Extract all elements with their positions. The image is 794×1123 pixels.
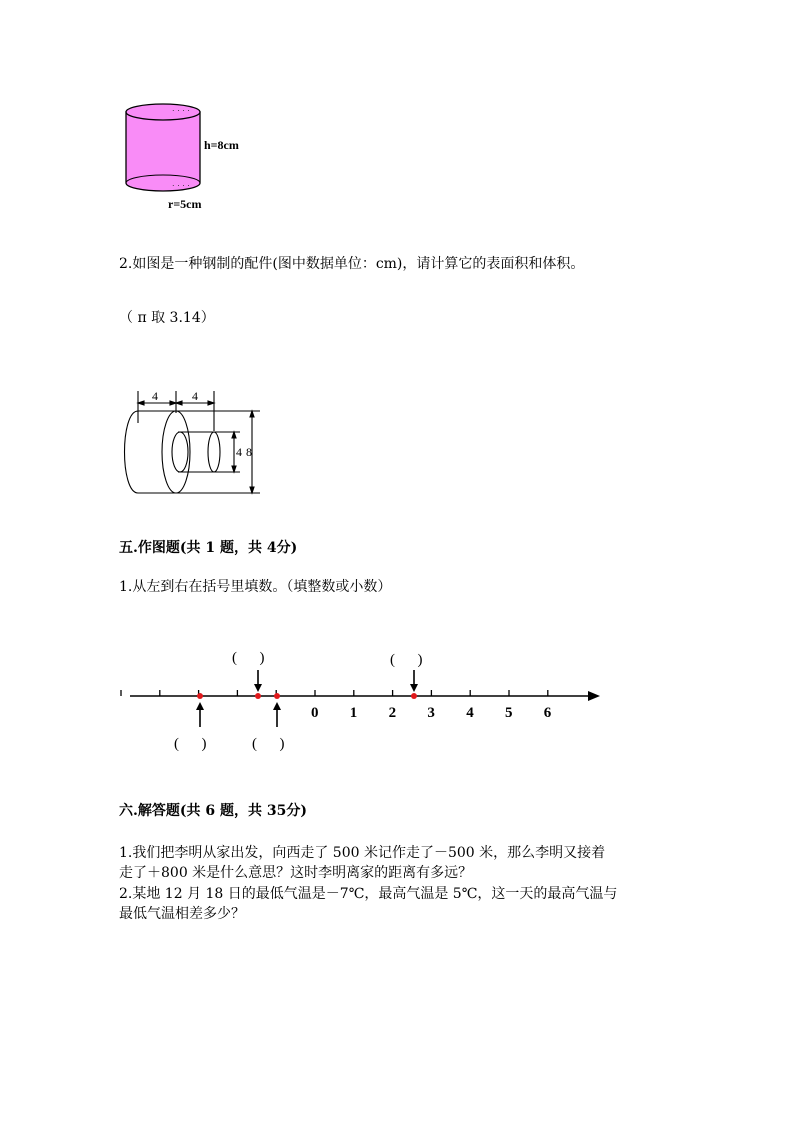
pi-note: （ π 取 3.14） — [119, 310, 215, 326]
arrow-c — [273, 702, 281, 710]
dim-inner: 4 — [236, 445, 242, 459]
height-label: h=8cm — [204, 138, 239, 152]
arrow-d — [410, 684, 418, 692]
tick-label-5: 5 — [505, 705, 513, 721]
blank-b: ( ) — [232, 650, 265, 666]
dim-top-right: 4 — [192, 389, 198, 403]
dim-outer: 8 — [246, 445, 252, 459]
point-b — [255, 693, 261, 699]
cylinder-figure — [110, 95, 270, 220]
tick-label-3: 3 — [427, 705, 435, 721]
blank-d: ( ) — [390, 652, 423, 668]
svg-text:. . . .: . . . . — [172, 104, 190, 113]
blank-c: ( ) — [252, 736, 285, 752]
point-d — [411, 693, 417, 699]
radius-label: r=5cm — [168, 197, 202, 211]
steel-part-figure — [118, 383, 268, 498]
tick-label-2: 2 — [388, 705, 397, 721]
tick-label-6: 6 — [543, 705, 552, 721]
section-6-title: 六.解答题(共 6 题，共 35分) — [119, 803, 307, 819]
number-line-figure — [120, 640, 610, 760]
axis-arrow — [588, 691, 600, 701]
arrow-b — [254, 684, 262, 692]
tick-label-1: 1 — [349, 705, 358, 721]
section-5-question-1: 1.从左到右在括号里填数。（填整数或小数） — [119, 579, 392, 595]
dim-top-left: 4 — [152, 389, 158, 403]
point-a — [197, 693, 203, 699]
svg-text:. . . .: . . . . — [172, 179, 190, 188]
tick-label-0: 0 — [311, 705, 319, 721]
section-6-q1-line2: 走了＋800 米是什么意思？这时李明离家的距离有多远？ — [119, 865, 473, 881]
tick-label-4: 4 — [466, 705, 474, 721]
section-6-q2-line1: 2.某地 12 月 18 日的最低气温是－7℃，最高气温是 5℃，这一天的最高气温与 — [119, 886, 618, 902]
section-6-q1-line1: 1.我们把李明从家出发，向西走了 500 米记作走了－500 米，那么李明又接着 — [119, 845, 606, 861]
section-5-title: 五.作图题(共 1 题，共 4分) — [119, 540, 298, 556]
blank-a: ( ) — [174, 736, 207, 752]
point-c — [274, 693, 280, 699]
arrow-a — [196, 702, 204, 710]
section-6-q2-line2: 最低气温相差多少？ — [119, 906, 245, 922]
question-4-2: 2.如图是一种钢制的配件(图中数据单位：cm)，请计算它的表面积和体积。 — [119, 256, 585, 272]
